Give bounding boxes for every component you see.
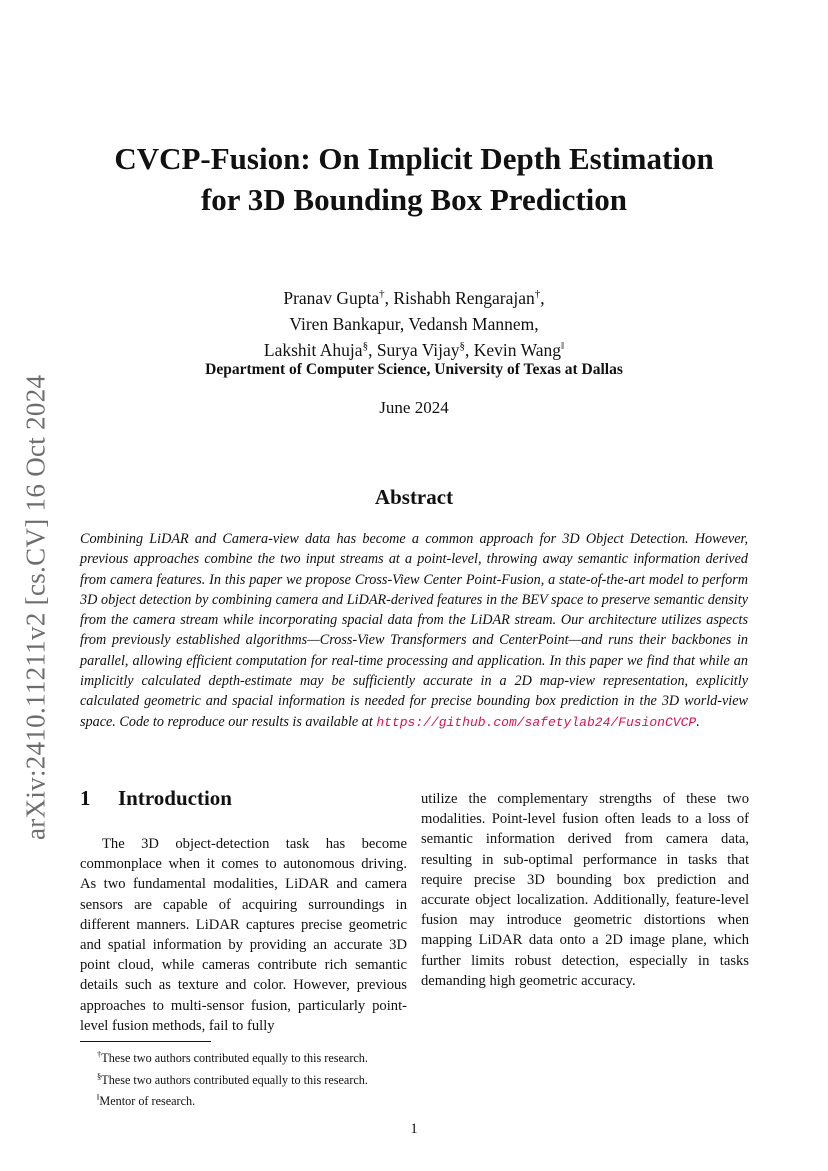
footnote-text: These two authors contributed equally to this research. — [101, 1072, 368, 1087]
author-list — [140, 285, 688, 363]
author-name: Surya Vijay — [376, 340, 460, 360]
abstract-heading: Abstract — [374, 485, 454, 509]
author-name: Lakshit Ahuja — [263, 340, 363, 360]
footnote-item — [80, 1068, 748, 1090]
footnote-rule — [80, 1041, 211, 1042]
footnote-item — [80, 1046, 748, 1068]
abstract-body — [80, 529, 748, 733]
section-heading — [80, 786, 410, 811]
intro-left-column: The 3D object-detection task has become commonplace when it comes to autonomous driving. As two fundamental modalities, LiDAR and camera sensors are capable of acquiring surroundings in different manners. LiDAR captures precise geometric and spatial information by providing an accurate 3D point cloud, while cameras contribute rich semantic details such as texture and color. However, previous approaches to multi-sensor fusion, particularly point-level fusion methods, fail to fully — [80, 836, 407, 1034]
footnote-text: These two authors contributed equally to this research. — [101, 1051, 368, 1066]
author-name: Pranav Gupta — [283, 288, 380, 308]
author-line-2: Viren Bankapur, Vedansh Mannem, — [289, 314, 539, 334]
paper-title: CVCP-Fusion: On Implicit Depth Estimation for 3D Bounding Box Prediction — [114, 141, 714, 217]
affiliation: Department of Computer Science, University of Texas at Dallas — [205, 361, 623, 378]
author-name: Kevin Wang — [473, 340, 561, 360]
section-title: Introduction — [118, 786, 232, 810]
footnotes — [80, 1046, 748, 1111]
abstract-text: Combining LiDAR and Camera-view data has become a common approach for 3D Object Detection. However, previous approaches combine the two input streams at a point-level, throwing away semantic information derived from camera features. In this paper we propose Cross-View Center Point-Fusion, a state-of-the-art model to perform 3D object detection by combining camera and LiDAR-derived features in the BEV space to preserve semantic density from the camera stream while incorporating spacial data from the LiDAR stream. Our architecture utilizes aspects from previously established algorithms—Cross-View Transformers and CenterPoint—and runs their backbones in parallel, allowing efficient computation for real-time processing and application. In this paper we find that while an implicitly calculated depth-estimate may be sufficiently accurate in a 2D map-view representation, explicitly calculated geometric and spacial information is needed for precise bounding box prediction in the 3D world-view space. Code to reproduce our results is available at — [80, 531, 748, 730]
page-number: 1 — [410, 1121, 418, 1137]
author-separator: , — [540, 288, 545, 308]
publication-date: June 2024 — [379, 398, 449, 417]
author-mark: § — [362, 340, 369, 353]
author-mark: ‖ — [561, 340, 565, 353]
footnote-text: Mentor of research. — [99, 1094, 196, 1109]
author-name: Rishabh Rengarajan — [393, 288, 535, 308]
author-line-3 — [140, 337, 688, 363]
author-separator: , — [368, 340, 377, 360]
footnote-mark: † — [97, 1049, 102, 1059]
abstract-end: . — [696, 713, 700, 730]
intro-right-column: utilize the complementary strengths of these two modalities. Point-level fusion often leads to a loss of semantic information derived from camera data, resulting in sub-optimal performance in tasks that require precise 3D bounding box prediction and accurate object localization. Additionally, feature-level fusion may introduce geometric distortions when mapping LiDAR data onto a 2D image plane, which further limits robust detection, especially in tasks demanding high geometric accuracy. — [421, 791, 749, 989]
footnote-mark: ‖ — [97, 1092, 100, 1103]
author-line-1 — [140, 285, 688, 311]
author-separator: , — [465, 340, 474, 360]
footnote-mark: § — [97, 1070, 102, 1081]
arxiv-stamp: arXiv:2410.11211v2 [cs.CV] 16 Oct 2024 — [20, 374, 51, 840]
author-mark: § — [459, 340, 466, 353]
author-mark: † — [379, 288, 385, 301]
author-separator: , — [384, 288, 394, 308]
code-link[interactable]: https://github.com/safetylab24/FusionCVCP — [376, 714, 697, 730]
footnote-item — [80, 1089, 748, 1111]
author-mark: † — [534, 288, 541, 301]
section-number: 1 — [80, 786, 91, 810]
